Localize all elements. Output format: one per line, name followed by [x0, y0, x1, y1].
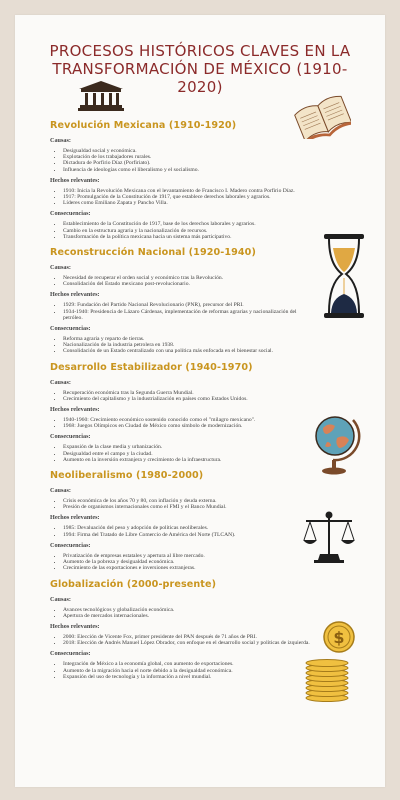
section-reconstruccion: [50, 246, 315, 355]
list-item: • 1968: Juegos Olímpicos en Ciudad de México como símbolo de modernización.: [63, 423, 315, 429]
facts-heading: Hechos relevantes:: [50, 622, 100, 630]
hourglass-icon: [322, 234, 366, 318]
list-item: • Consolidación del Estado mexicano post-revolucionario.: [63, 281, 315, 287]
section-desarrollo: [50, 361, 315, 463]
list-item: • 2000: Elección de Vicente Fox, primer presidente del PAN después de 71 años de PRI.: [63, 634, 315, 640]
list-item: • Cambio en la estructura agraria y la nacionalización de recursos.: [63, 228, 315, 234]
list-item: • Expansión del uso de tecnología y la información a nivel mundial.: [63, 674, 315, 680]
section-neoliberalismo: [50, 469, 315, 571]
svg-text:$: $: [333, 628, 345, 647]
list-item: • Desigualdad social y económica.: [63, 148, 315, 154]
list-item: • Dictadura de Porfirio Díaz (Porfiriato).: [63, 160, 315, 166]
list-item: • 1929: Fundación del Partido Nacional Revolucionario (PNR), precursor del PRI.: [63, 302, 315, 308]
section-title: Desarrollo Estabilizador (1940-1970): [50, 361, 253, 373]
list-item: • Recuperación económica tras la Segunda Guerra Mundial.: [63, 390, 315, 396]
main-content: [50, 119, 315, 686]
list-item: • Crecimiento del capitalismo y la industrialización en países como Estados Unidos.: [63, 396, 315, 402]
list-item: • Privatización de empresas estatales y apertura al libre mercado.: [63, 553, 315, 559]
list-item: • Aumento de la migración hacia el norte debido a la desigualdad económica.: [63, 668, 315, 674]
facts-list: [50, 417, 315, 429]
list-item: • Expansión de la clase media y urbanización.: [63, 444, 315, 450]
list-item: • Apertura de mercados internacionales.: [63, 613, 315, 619]
consequences-list: [50, 444, 315, 463]
consequences-heading: Consecuencias:: [50, 541, 91, 549]
list-item: • Líderes como Emiliano Zapata y Pancho Villa.: [63, 200, 315, 206]
causes-list: [50, 275, 315, 287]
list-item: • 1910: Inicia la Revolución Mexicana con el levantamiento de Francisco I. Madero contra Porfirio Díaz.: [63, 188, 315, 194]
consequences-list: [50, 336, 315, 355]
list-item: • Reforma agraria y reparto de tierras.: [63, 336, 315, 342]
facts-list: [50, 302, 315, 321]
list-item: • Crisis económica de los años 70 y 80, con inflación y deuda externa.: [63, 498, 315, 504]
consequences-list: [50, 553, 315, 572]
list-item: • Avances tecnológicos y globalización económica.: [63, 607, 315, 613]
causes-list: [50, 148, 315, 173]
list-item: • 1994: Firma del Tratado de Libre Comercio de América del Norte (TLCAN).: [63, 532, 315, 538]
section-title: Globalización (2000-presente): [50, 578, 217, 590]
facts-heading: Hechos relevantes:: [50, 406, 100, 414]
list-item: • 2018: Elección de Andrés Manuel López Obrador, con enfoque en el desarrollo social y políticas de izquierda.: [63, 640, 315, 646]
causes-heading: Causas:: [50, 137, 71, 144]
list-item: • Desigualdad entre el campo y la ciudad.: [63, 451, 315, 457]
section-title: Neoliberalismo (1980-2000): [50, 470, 204, 482]
facts-list: [50, 634, 315, 646]
list-item: • Integración de México a la economía global, con aumento de exportaciones.: [63, 661, 315, 667]
causes-heading: Causas:: [50, 264, 71, 272]
facts-heading: Hechos relevantes:: [50, 514, 100, 522]
list-item: • 1934-1940: Presidencia de Lázaro Cárdenas, implementación de reformas agrarias y nacionalización del petróleo.: [63, 309, 315, 321]
section-title: Reconstrucción Nacional (1920-1940): [50, 247, 256, 259]
facts-heading: Hechos relevantes:: [50, 291, 100, 299]
section-revolucion: [50, 119, 315, 240]
section-title: Revolución Mexicana (1910-1920): [50, 120, 237, 131]
consequences-list: [50, 661, 315, 680]
list-item: • 1940-1960: Crecimiento económico sostenido conocido como el "milagro mexicano".: [63, 417, 315, 423]
consequences-heading: Consecuencias:: [50, 325, 91, 333]
list-item: • Presión de organismos internacionales como el FMI y el Banco Mundial.: [63, 504, 315, 510]
temple-icon: [77, 81, 125, 111]
list-item: • Influencia de ideologías como el liberalismo y el socialismo.: [63, 167, 315, 173]
facts-list: [50, 525, 315, 537]
causes-heading: Causas:: [50, 487, 71, 495]
section-globalizacion: [50, 578, 315, 680]
consequences-list: [50, 221, 315, 240]
globe-icon: [313, 408, 361, 478]
list-item: • Aumento en la inversión extranjera y crecimiento de la infraestructura.: [63, 457, 315, 463]
list-item: • Aumento de la pobreza y desigualdad económica.: [63, 559, 315, 565]
facts-heading: Hechos relevantes:: [50, 176, 100, 184]
causes-heading: Causas:: [50, 378, 71, 386]
consequences-heading: Consecuencias:: [50, 433, 91, 441]
list-item: • Crecimiento de las exportaciones e inversiones extranjeras.: [63, 565, 315, 571]
causes-heading: Causas:: [50, 595, 71, 603]
list-item: • Necesidad de recuperar el orden social y económico tras la Revolución.: [63, 275, 315, 281]
list-item: • Nacionalización de la industria petrolera en 1938.: [63, 342, 315, 348]
list-item: • Establecimiento de la Constitución de 1917, base de los derechos laborales y agrarios.: [63, 221, 315, 227]
list-item: • 1985: Devaluación del peso y adopción de políticas neoliberales.: [63, 525, 315, 531]
page-title: PROCESOS HISTÓRICOS CLAVES EN LA TRANSFORMACIÓN DE MÉXICO (1910-2020): [49, 42, 351, 96]
facts-list: [50, 188, 315, 207]
list-item: • Transformación de la política mexicana hacia un sistema más participativo.: [63, 234, 315, 240]
causes-list: [50, 607, 315, 619]
causes-list: [50, 498, 315, 510]
list-item: • Explotación de los trabajadores rurales.: [63, 154, 315, 160]
consequences-heading: Consecuencias:: [50, 650, 91, 658]
list-item: • Consolidación de un Estado centralizado con una política más enfocada en el bienestar social.: [63, 348, 315, 354]
list-item: • 1917: Promulgación de la Constitución de 1917, que establece derechos laborales y agrarios.: [63, 194, 315, 200]
causes-list: [50, 390, 315, 402]
consequences-heading: Consecuencias:: [50, 210, 91, 218]
